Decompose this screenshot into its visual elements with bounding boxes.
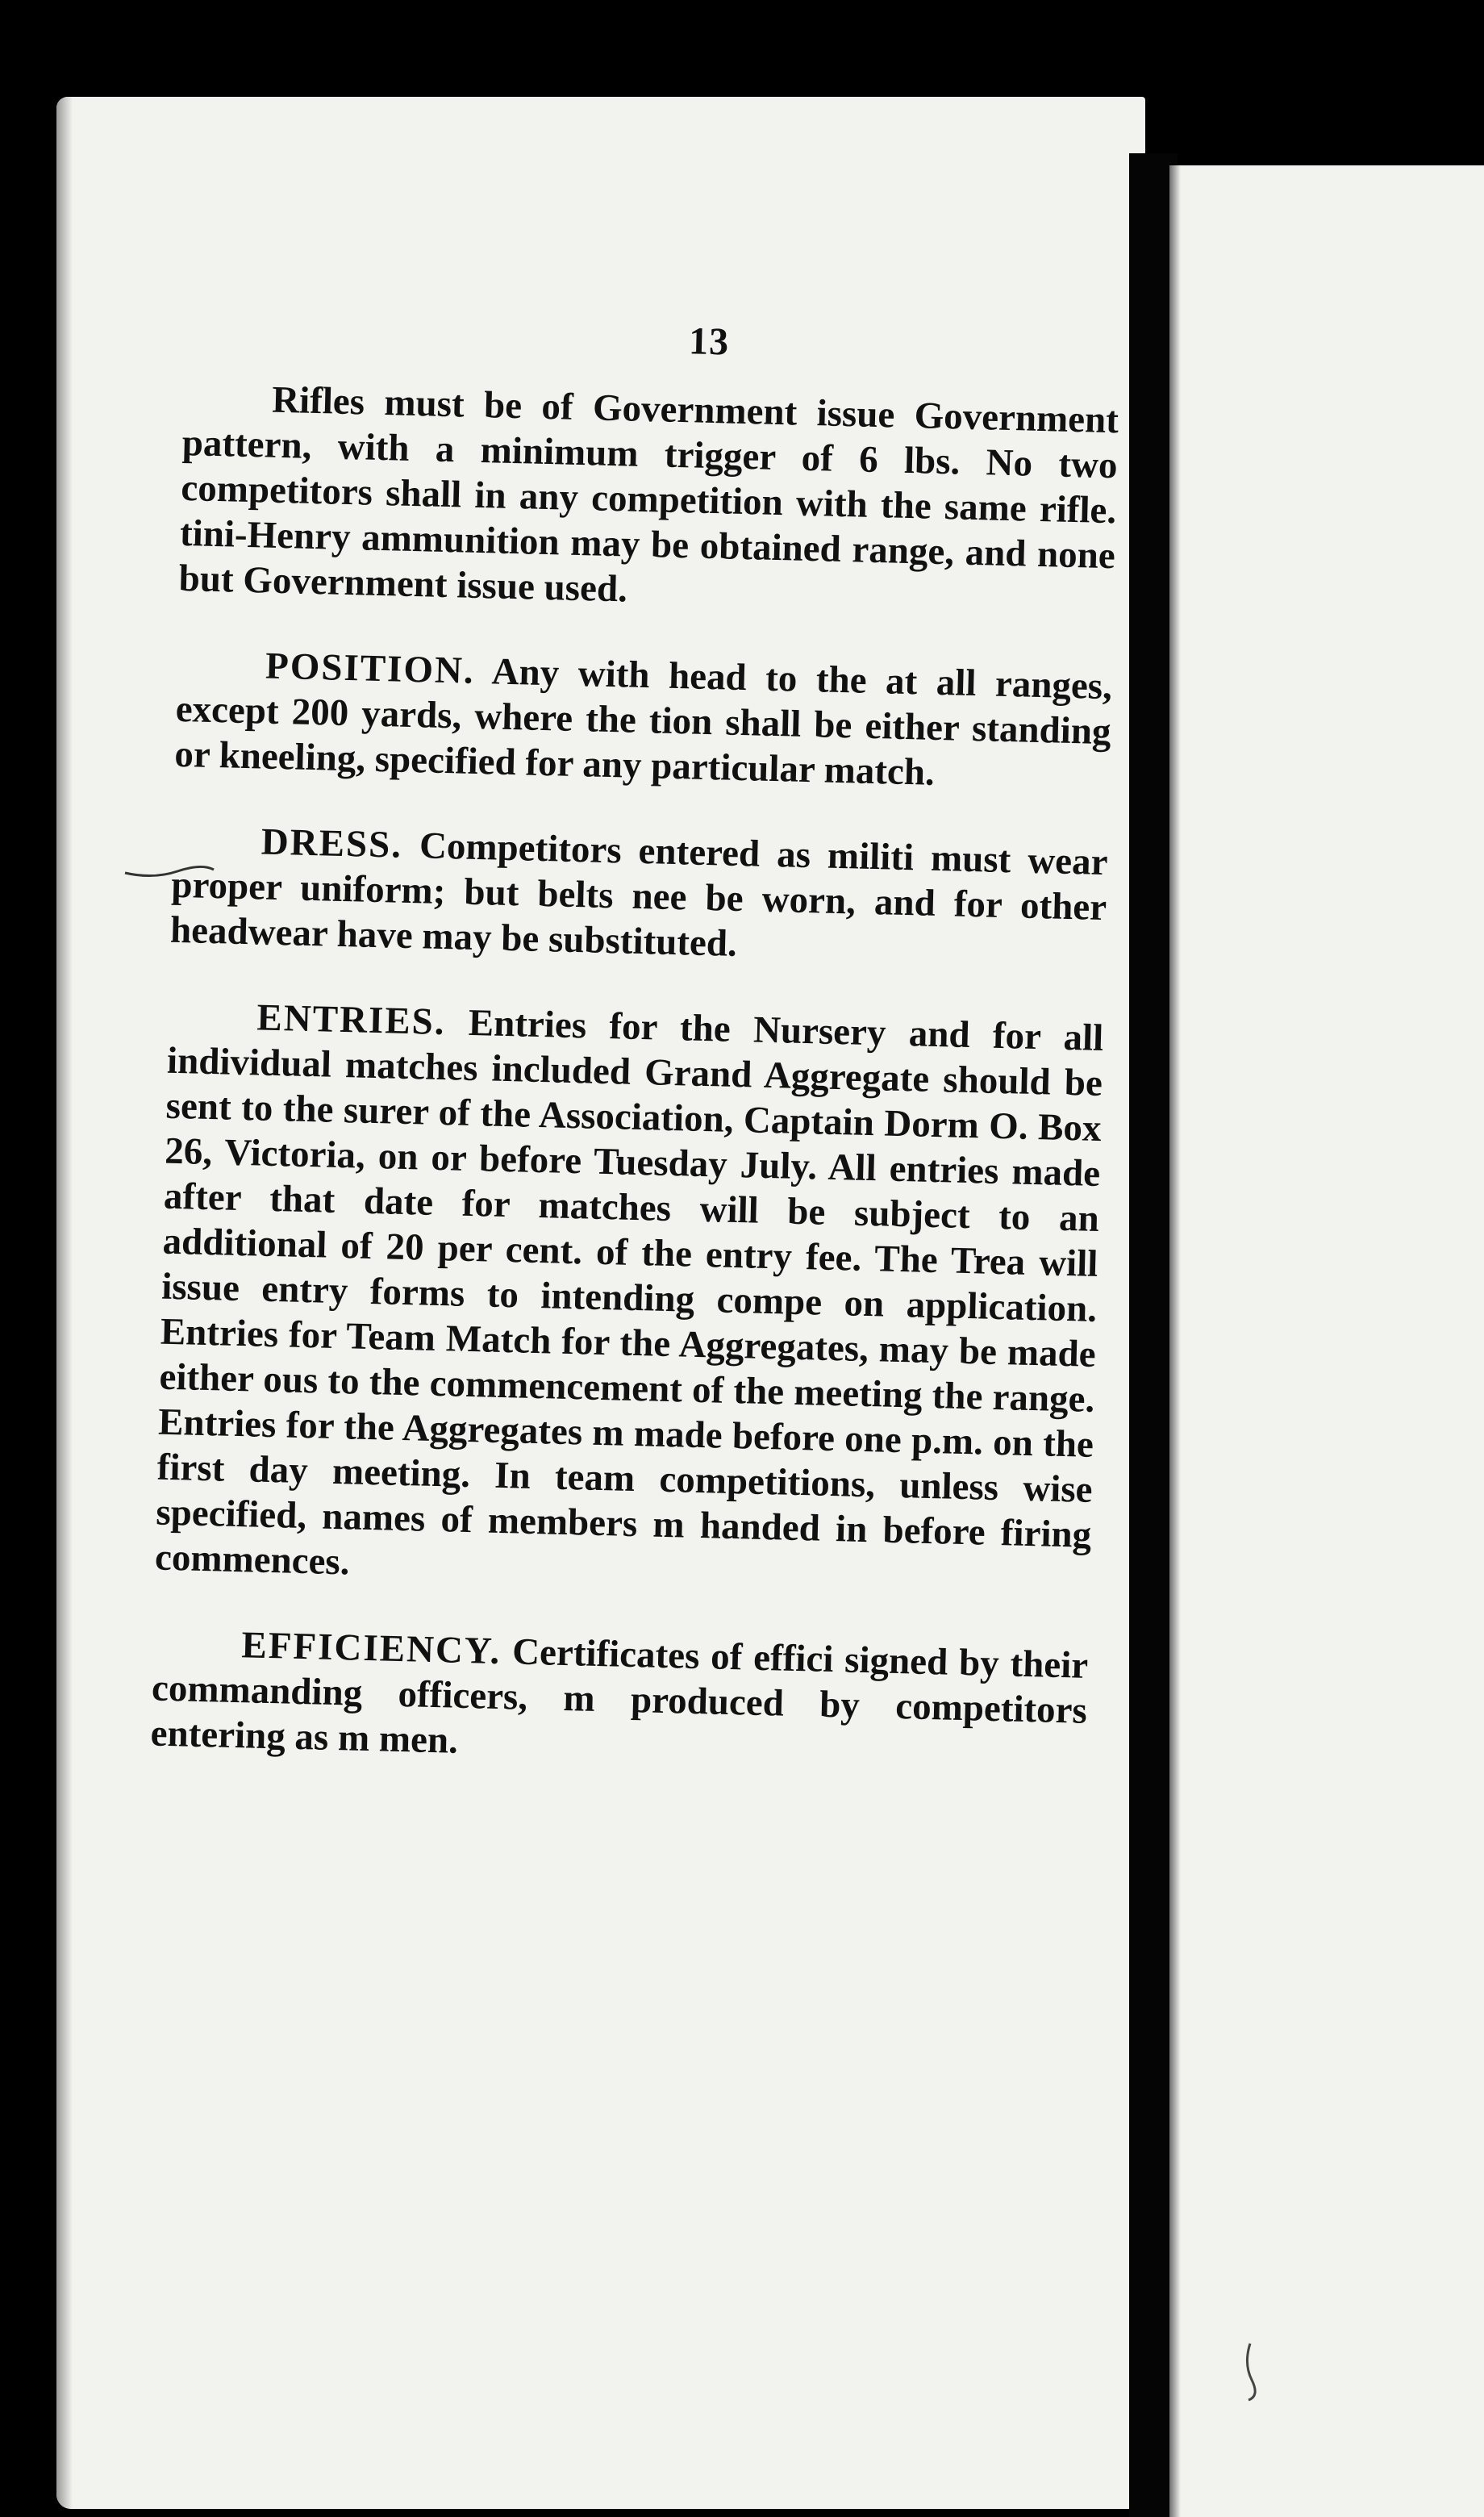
page-edge-shadow <box>56 97 73 2509</box>
pencil-mark <box>121 855 218 887</box>
paragraph-dress <box>169 817 1108 975</box>
paragraph-text: Rifles must be of Government issue Government pattern, with a minimum trigger of 6 lbs. No two competitors shall in any competition with the same rifle. tini-Henry ammunition may be obtained range, and none but Government issue used. <box>178 378 1119 611</box>
right-page-edge <box>1169 165 1484 2517</box>
paragraph-heading-efficiency: EFFICIENCY. <box>240 1624 502 1673</box>
page-number: 13 <box>688 319 730 364</box>
paragraph-heading-entries: ENTRIES. <box>256 996 447 1044</box>
page-text <box>149 307 1121 1819</box>
paragraph-rifles <box>178 375 1119 624</box>
paragraph-entries <box>154 993 1103 1603</box>
paragraph-text-dress: Competitors entered as militi must wear proper uniform; but belts nee be worn, and for other headwear have may be substituted. <box>169 824 1109 965</box>
paragraph-efficiency <box>150 1621 1089 1779</box>
paragraph-heading-position: POSITION. <box>265 645 476 692</box>
right-page-shadow <box>1169 165 1181 2517</box>
paragraph-text-efficiency: Certificates of effici signed by their commanding officers, m produced by competitors entering as m men. <box>150 1630 1089 1762</box>
paragraph-text-entries: Entries for the Nursery and for all individual matches included Grand Aggregate should be sent to the surer of the Association, Captain Dorm O. Box 26, Victoria, on or before Tuesday July. All entries made after that date for matches will be subject to an additional of 20 per cent. of the entry fee. The Trea will issue entry forms to intending compe on application. Entries for Team Match for the Aggregates, may be made either ous to the commencement of the meeting the range. Entries for the Aggregates m made before one p.m. on the first day meeting. In team competitions, unless wise specified, names of members m handed in before firing commences. <box>154 1001 1104 1584</box>
stray-scan-mark <box>1234 2340 1266 2404</box>
paragraph-position <box>174 641 1113 799</box>
paragraph-heading-dress: DRESS. <box>261 820 403 866</box>
paragraph-text-position: Any with head to the at all ranges, except 200 yards, where the tion shall be either standing or kneeling, specified for any particular match. <box>173 650 1113 794</box>
